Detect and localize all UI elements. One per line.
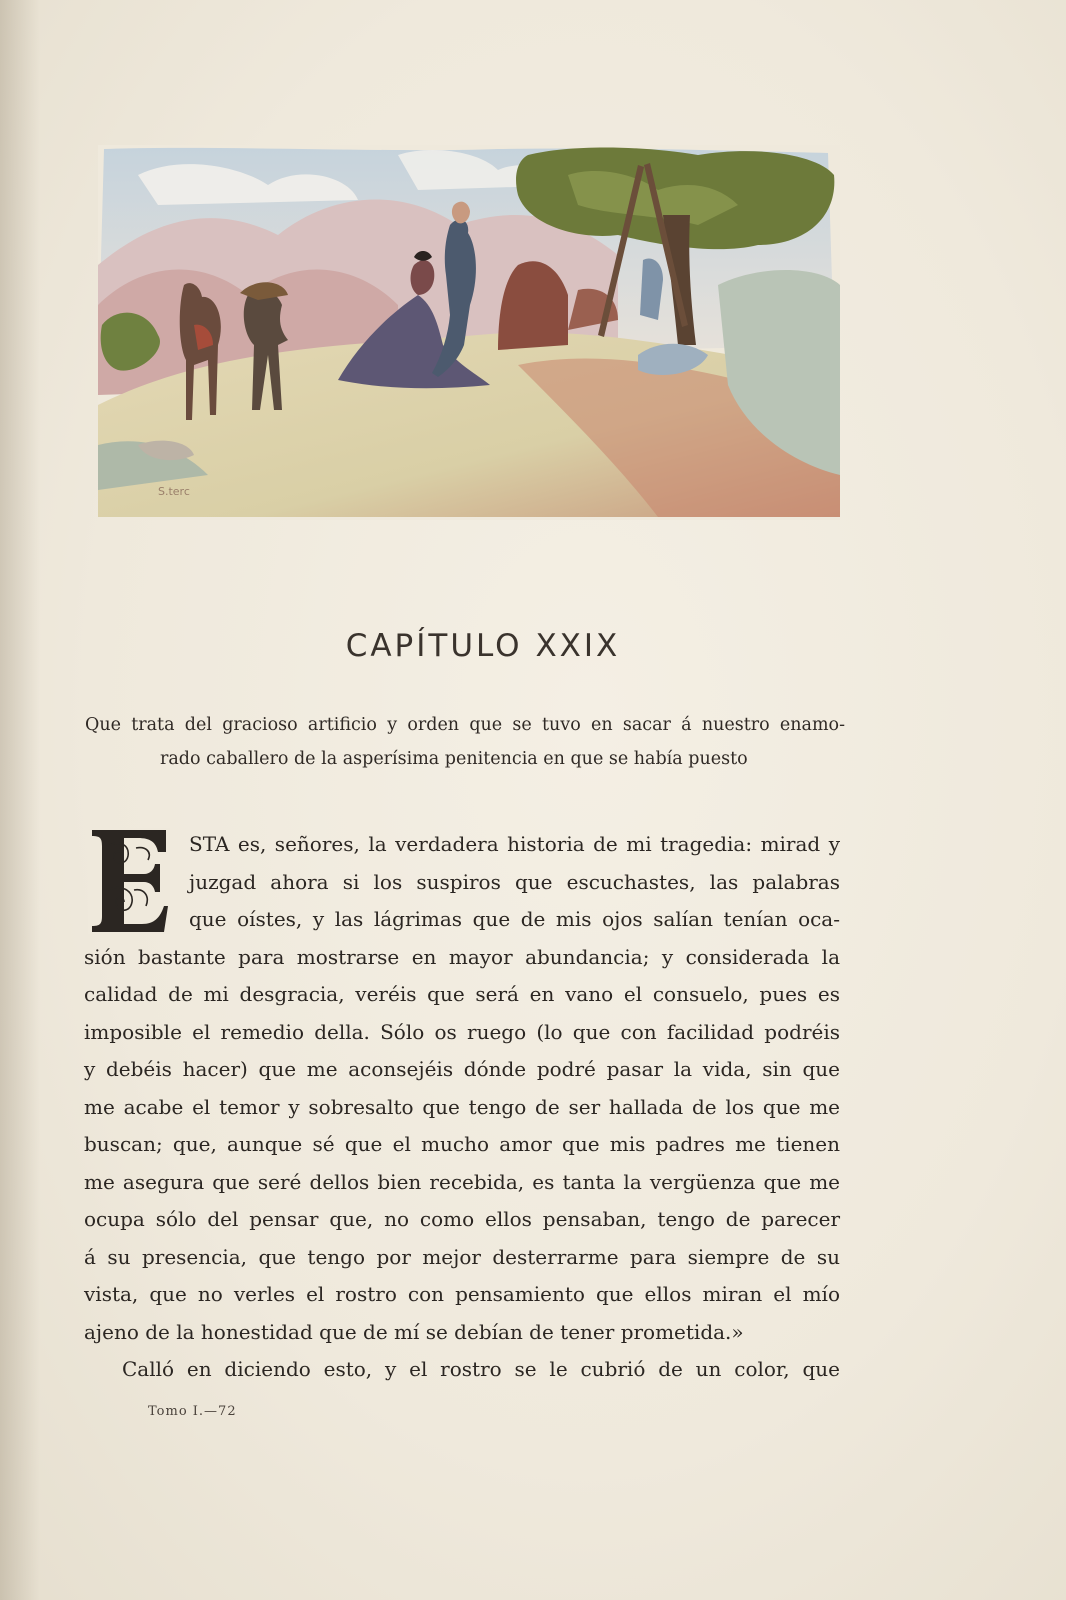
text-line: STA es, señores, la verdadera historia de mi tragedia: mirad y [189,832,840,856]
text-line: y debéis hacer) que me aconsejéis dónde podré pasar la vida, sin que [84,1057,840,1081]
text-line: juzgad ahora si los suspiros que escuchastes, las palabras [189,869,840,894]
text-line: ajeno de la honestidad que de mí se debían de tener prometida.» [84,1319,744,1344]
subtitle-line-2: rado caballero de la asperísima penitencia en que se había puesto [160,749,748,769]
body-text [84,826,840,1389]
subtitle-line-1: Que trata del gracioso artificio y orden que se tuvo en sacar á nuestro enamo- [85,715,845,735]
page-shading [0,0,40,1600]
text-line: me acabe el temor y sobresalto que tengo de ser hallada de los que me [84,1094,840,1119]
text-line: ocupa sólo del pensar que, no como ellos pensaban, tengo de parecer [84,1207,840,1231]
text-line: á su presencia, que tengo por mejor desterrarme para siempre de su [84,1244,840,1269]
text-line: vista, que no verles el rostro con pensamiento que ellos miran el mío [84,1282,840,1306]
text-line: que oístes, y las lágrimas que de mis ojos salían tenían oca- [189,907,840,931]
chapter-illustration [98,145,840,520]
signature-mark: Tomo I.—72 [148,1404,237,1419]
text-line: Calló en diciendo esto, y el rostro se le cubrió de un color, que [122,1357,840,1381]
text-line: calidad de mi desgracia, veréis que será en vano el consuelo, pues es [84,982,840,1006]
text-line: me asegura que seré dellos bien recebida, es tanta la vergüenza que me [84,1169,840,1194]
text-line: buscan; que, aunque sé que el mucho amor que mis padres me tienen [84,1132,840,1156]
text-line: imposible el remedio della. Sólo os ruego (lo que con facilidad podréis [84,1019,840,1044]
text-line: sión bastante para mostrarse en mayor abundancia; y considerada la [84,944,840,969]
chapter-subtitle [85,708,845,776]
svg-text:S.terc: S.terc [158,485,190,498]
chapter-title: CAPÍTULO XXIX [345,628,621,664]
